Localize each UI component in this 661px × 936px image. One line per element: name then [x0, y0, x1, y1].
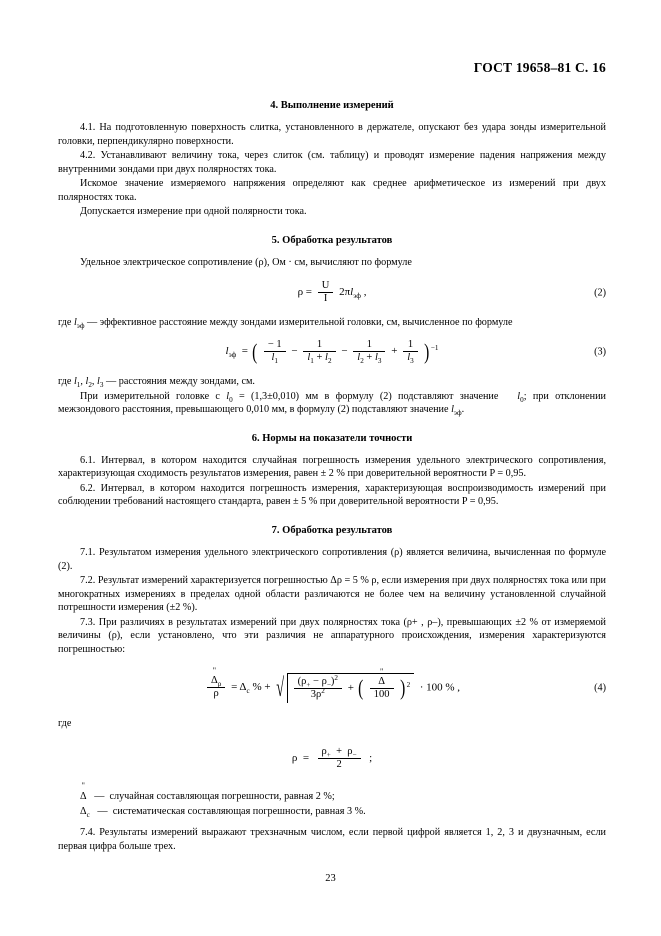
page-content: [58, 60, 606, 853]
formula-5: [58, 746, 606, 772]
paragraph-after-formula-3: где $l_1$, $l_2$, $l_3$ — расстояния между зондами, см.: [58, 376, 255, 390]
formula-4-expression: " $\frac{\Delta_\rho}{\rho}$ = $\Delta_с$ % + √ $\frac{(\rho_+ - \rho_-)^2}{3\rho^2}$ + ( " $\frac{\Delta}{100}$ )$^2$ · 100 % ,: [58, 673, 606, 703]
formula-3-expression: $l_{эф}$ = ( $\frac{- 1}{l_1}$ − $\frac{1}{l_1 + l_2}$ − $\frac{1}{l_2 + l_3}$ + $\frac{1}{l_3}$ )$^{-1}$: [225, 338, 439, 366]
paragraph-4-2-allow: Допускается измерение при одной полярности тока.: [80, 206, 307, 218]
paragraph-4-2: 4.2. Устанавливают величину тока, через слиток (см. таблицу) и проводят измерение падения напряжения между внутренними зондами при двух полярностях тока.: [58, 150, 606, 175]
legend-item-random: " Δ — случайная составляющая погрешности, равная 2 %;: [58, 790, 606, 804]
formula-2-rest: $2\pi l_{эф}$ ,: [339, 285, 367, 300]
formula-2-numerator: U: [318, 280, 334, 293]
paragraph-7-3: 7.3. При различиях в результатах измерений при двух полярностях тока (ρ+ , ρ–), превышающих ±2 % от измеряемой величины (ρ), если установлено, что эти различия не аппаратурного происхождения, измерения характеризуются погрешностью:: [58, 616, 606, 655]
formula-3-number: (3): [594, 346, 606, 358]
paragraph-4-1: 4.1. На подготовленную поверхность слитка, установленного в держателе, опускают без удара зонды измерительной головки, перпендикулярно поверхности.: [58, 122, 606, 147]
formula-2-expression: ρ = $\frac{U}{I}$ $2\pi l_{эф}$ ,: [297, 279, 367, 304]
page-number: 23: [325, 873, 336, 884]
paragraph-6-2: 6.2. Интервал, в котором находится погрешность измерения, характеризующая воспроизводимость измерений при соблюдении требований настоящего стандарта, равен ± 5 % при доверительной вероятности P = 0,95.: [58, 482, 606, 508]
formula-4: [58, 673, 606, 703]
paragraph-7-2: 7.2. Результат измерений характеризуется погрешностью Δρ = 5 % ρ, если измерения при двух полярностях тока или при многократных измерениях в пределах одной области различаются не более чем на величину установленной случайной потрешности измерения (±2 %).: [58, 575, 606, 614]
formula-2-denominator: I: [323, 292, 328, 304]
section-title-6: 6. Нормы на показатели точности: [251, 432, 413, 444]
paragraph-5-note: При измерительной головке с $l_0 = (1,3\pm 0,010)$ мм в формулу (2) подставляют значение $l_0$; при отклонении межзондового расстояния, превышающего 0,010 мм, в формулу (2) подставляют значение $l_{эф}$.: [58, 390, 607, 418]
formula-3: [58, 339, 606, 365]
paragraph-gde: где: [58, 717, 72, 729]
section-title-7: 7. Обработка результатов: [271, 525, 393, 536]
paragraph-6-1: 6.1. Интервал, в котором находится случайная погрешность измерения удельного электрического сопротивления, характеризующая сходимость результатов измерения, равен ± 2 % при доверительной вероятности P = 0,95.: [58, 454, 606, 480]
paragraph-7-4: 7.4. Результаты измерений выражают трехзначным числом, если первой цифрой является 1, 2, 3 и двузначным, если первая цифра больше трех.: [58, 827, 606, 852]
formula-2-number: (2): [594, 287, 606, 298]
paragraph-after-formula-2: где $l_{эф}$ — эффективное расстояние между зондами измерительной головки, см, вычисленное по формуле: [58, 316, 513, 330]
paragraph-5-intro: Удельное электрическое сопротивление (ρ), Ом · см, вычисляют по формуле: [80, 256, 412, 268]
page-header: ГОСТ 19658–81 С. 16: [473, 60, 606, 75]
paragraph-4-2-note: Искомое значение измеряемого напряжения определяют как среднее арифметическое из измерений при двух полярностях тока.: [58, 178, 606, 203]
square-root-icon: √: [276, 672, 285, 702]
section-title-4: 4. Выполнение измерений: [270, 100, 394, 111]
formula-5-expression: ρ = $\frac{\rho_+ + \rho_-}{2}$ ;: [291, 746, 373, 771]
legend-item-systematic: $\Delta_с$ — систематическая составляющая погрешности, равная 3 %.: [80, 805, 366, 819]
formula-3-right-paren: ): [424, 338, 430, 364]
formula-3-left-paren: (: [251, 338, 257, 364]
formula-2: [58, 280, 606, 306]
formula-2-fraction: [318, 280, 334, 305]
paragraph-7-1: 7.1. Результатом измерения удельного электрического сопротивления (ρ) является величина, вычисленная по формуле (2).: [58, 547, 606, 572]
formula-4-number: (4): [594, 682, 606, 694]
section-title-5: 5. Обработка результатов: [271, 234, 393, 246]
